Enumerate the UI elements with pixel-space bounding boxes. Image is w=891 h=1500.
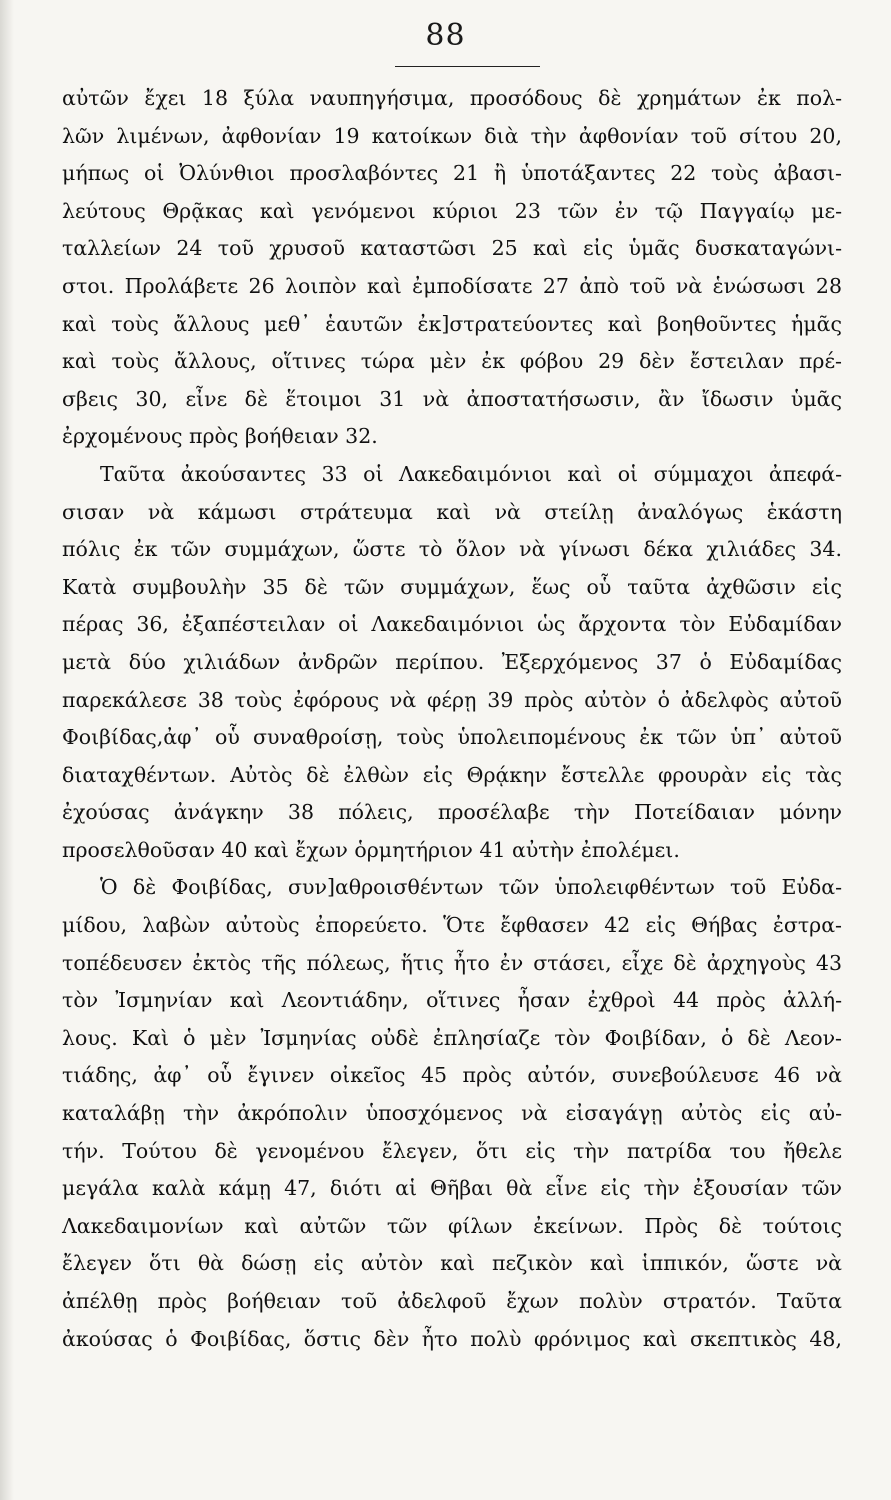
paragraph: [62, 456, 842, 870]
paragraph: [62, 80, 842, 456]
text-line: τὸν Ἰσμηνίαν καὶ Λεοντιάδην, οἵτινες ἦσαν ἐχθροὶ 44 πρὸς ἀλλή-: [62, 988, 842, 1013]
page-edge-shadow: [0, 0, 14, 1500]
text-line: καὶ τοὺς ἄλλους, οἵτινες τώρα μὲν ἐκ φόβου 29 δὲν ἔστειλαν πρέ-: [62, 349, 842, 374]
text-line: προσελθοῦσαν 40 καὶ ἔχων ὁρμητήριον 41 αὐτὴν ἐπολέμει.: [62, 837, 680, 862]
text-line: λεύτους Θρᾷκας καὶ γενόμενοι κύριοι 23 τῶν ἐν τῷ Παγγαίῳ με-: [62, 198, 842, 223]
text-line: Κατὰ συμβουλὴν 35 δὲ τῶν συμμάχων, ἕως οὗ ταῦτα ἀχθῶσιν εἰς: [62, 574, 842, 599]
text-line: μίδου, λαβὼν αὐτοὺς ἐπορεύετο. Ὅτε ἔφθασεν 42 εἰς Θήβας ἐστρα-: [62, 913, 842, 938]
body-text: [62, 80, 842, 1358]
paragraph: [62, 869, 842, 1358]
text-line: στοι. Προλάβετε 26 λοιπὸν καὶ ἐμποδίσατε 27 ἀπὸ τοῦ νὰ ἑνώσωσι 28: [62, 273, 842, 298]
text-line: Ταῦτα ἀκούσαντες 33 οἱ Λακεδαιμόνιοι καὶ οἱ σύμμαχοι ἀπεφά-: [100, 461, 842, 486]
text-line: λους. Καὶ ὁ μὲν Ἰσμηνίας οὐδὲ ἐπλησίαζε τὸν Φοιβίδαν, ὁ δὲ Λεον-: [62, 1025, 842, 1050]
text-line: τιάδης, ἀφ᾽ οὗ ἔγινεν οἰκεῖος 45 πρὸς αὐτόν, συνεβούλευσε 46 νὰ: [62, 1063, 842, 1088]
text-line: Λακεδαιμονίων καὶ αὐτῶν τῶν φίλων ἐκείνων. Πρὸς δὲ τούτοις: [62, 1213, 842, 1238]
text-line: καὶ τοὺς ἄλλους μεθ᾽ ἑαυτῶν ἐκ]στρατεύοντες καὶ βοηθοῦντες ἡμᾶς: [62, 311, 842, 336]
text-line: ταλλείων 24 τοῦ χρυσοῦ καταστῶσι 25 καὶ εἰς ὑμᾶς δυσκαταγώνι-: [62, 236, 842, 261]
text-line: τήν. Τούτου δὲ γενομένου ἔλεγεν, ὅτι εἰς τὴν πατρίδα του ἤθελε: [62, 1138, 842, 1163]
text-line: πέρας 36, ἐξαπέστειλαν οἱ Λακεδαιμόνιοι ὡς ἄρχοντα τὸν Εὐδαμίδαν: [62, 612, 842, 637]
text-line: Ὁ δὲ Φοιβίδας, συν]αθροισθέντων τῶν ὑπολειφθέντων τοῦ Εὐδα-: [100, 875, 842, 900]
text-line: ἔλεγεν ὅτι θὰ δώσῃ εἰς αὐτὸν καὶ πεζικὸν καὶ ἱππικόν, ὥστε νὰ: [62, 1251, 842, 1276]
page-number: 88: [425, 18, 466, 53]
text-line: τοπέδευσεν ἐκτὸς τῆς πόλεως, ἥτις ἦτο ἐν στάσει, εἶχε δὲ ἀρχηγοὺς 43: [62, 950, 842, 975]
text-line: σβεις 30, εἶνε δὲ ἕτοιμοι 31 νὰ ἀποστατήσωσιν, ἂν ἴδωσιν ὑμᾶς: [62, 386, 842, 411]
text-line: Φοιβίδας,ἀφ᾽ οὗ συναθροίσῃ, τοὺς ὑπολειπομένους ἐκ τῶν ὑπ᾽ αὐτοῦ: [62, 725, 842, 750]
text-line: λῶν λιμένων, ἀφθονίαν 19 κατοίκων διὰ τὴν ἀφθονίαν τοῦ σίτου 20,: [62, 123, 842, 148]
text-line: ἐχούσας ἀνάγκην 38 πόλεις, προσέλαβε τὴν Ποτείδαιαν μόνην: [62, 800, 842, 825]
text-line: διαταχθέντων. Αὐτὸς δὲ ἐλθὼν εἰς Θρᾴκην ἔστελλε φρουρὰν εἰς τὰς: [62, 762, 842, 787]
text-line: ἀκούσας ὁ Φοιβίδας, ὅστις δὲν ἦτο πολὺ φρόνιμος καὶ σκεπτικὸς 48,: [62, 1326, 842, 1351]
text-line: σισαν νὰ κάμωσι στράτευμα καὶ νὰ στείλῃ ἀναλόγως ἑκάστη: [62, 499, 842, 524]
text-line: πόλις ἐκ τῶν συμμάχων, ὥστε τὸ ὅλον νὰ γίνωσι δέκα χιλιάδες 34.: [62, 537, 842, 562]
text-line: ἐρχομένους πρὸς βοήθειαν 32.: [62, 424, 378, 449]
text-line: ἀπέλθῃ πρὸς βοήθειαν τοῦ ἀδελφοῦ ἔχων πολὺν στρατόν. Ταῦτα: [62, 1289, 842, 1313]
text-line: μήπως οἱ Ὀλύνθιοι προσλαβόντες 21 ἢ ὑποτάξαντες 22 τοὺς ἀβασι-: [62, 161, 842, 186]
text-line: αὐτῶν ἔχει 18 ξύλα ναυπηγήσιμα, προσόδους δὲ χρημάτων ἐκ πολ-: [62, 86, 842, 110]
text-line: μετὰ δύο χιλιάδων ἀνδρῶν περίπου. Ἐξερχόμενος 37 ὁ Εὐδαμίδας: [62, 649, 842, 674]
text-line: καταλάβῃ τὴν ἀκρόπολιν ὑποσχόμενος νὰ εἰσαγάγῃ αὐτὸς εἰς αὐ-: [62, 1101, 842, 1126]
text-line: μεγάλα καλὰ κάμῃ 47, διότι αἱ Θῆβαι θὰ εἶνε εἰς τὴν ἐξουσίαν τῶν: [62, 1176, 842, 1201]
header-rule: [395, 66, 540, 67]
text-line: παρεκάλεσε 38 τοὺς ἐφόρους νὰ φέρῃ 39 πρὸς αὐτὸν ὁ ἀδελφὸς αὐτοῦ: [62, 687, 842, 712]
